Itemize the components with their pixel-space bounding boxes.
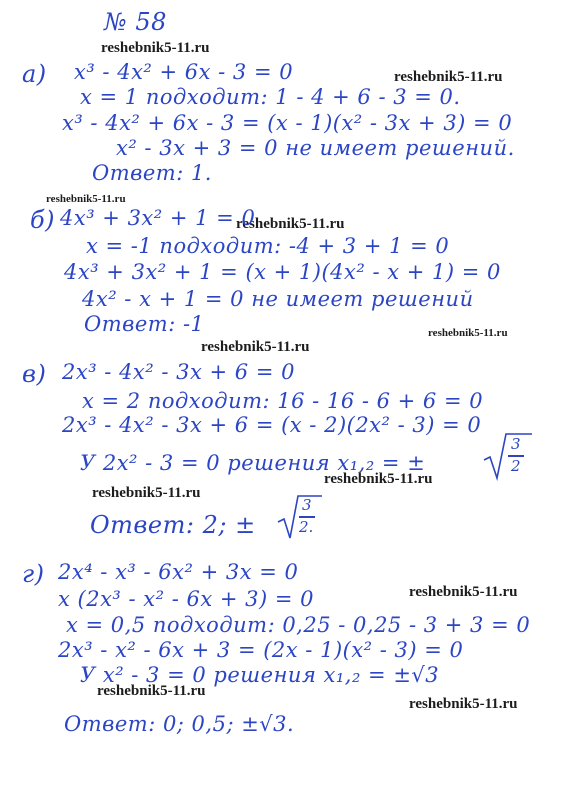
part-g-answer: Ответ: 0; 0,5; ±√3. [64,712,295,736]
part-g-factorization: 2x³ - x² - 6x + 3 = (2x - 1)(x² - 3) = 0 [58,638,464,662]
part-v-quadratic: У 2x² - 3 = 0 решения x₁,₂ = ± [80,451,426,475]
fraction-numerator: 3 [302,496,312,514]
part-b-label: б) [30,206,56,234]
watermark: reshebnik5-11.ru [394,69,503,85]
problem-number: № 58 [104,8,167,36]
fraction-denominator: 2 [511,457,521,475]
watermark: reshebnik5-11.ru [46,193,126,205]
watermark: reshebnik5-11.ru [409,584,518,600]
part-v-label: в) [22,360,47,388]
part-g-root: x = 0,5 подходит: 0,25 - 0,25 - 3 + 3 = 0 [66,613,531,637]
fraction-denominator: 2. [299,518,314,536]
watermark: reshebnik5-11.ru [201,339,310,355]
part-g-equation: 2x⁴ - x³ - 6x² + 3x = 0 [58,560,299,584]
part-b-equation: 4x³ + 3x² + 1 = 0 [60,206,256,230]
watermark: reshebnik5-11.ru [409,696,518,712]
part-g-factored: x (2x³ - x² - 6x + 3) = 0 [58,587,314,611]
watermark: reshebnik5-11.ru [92,485,201,501]
watermark: reshebnik5-11.ru [236,216,345,232]
part-a-root: x = 1 подходит: 1 - 4 + 6 - 3 = 0. [80,85,461,109]
part-v-answer: Ответ: 2; ± [90,511,256,539]
fraction-numerator: 3 [511,435,521,453]
part-v-factorization: 2x³ - 4x² - 3x + 6 = (x - 2)(2x² - 3) = 0 [62,413,482,437]
part-a-equation: x³ - 4x² + 6x - 3 = 0 [74,60,294,84]
part-b-factorization: 4x³ + 3x² + 1 = (x + 1)(4x² - x + 1) = 0 [64,260,501,284]
watermark: reshebnik5-11.ru [324,471,433,487]
part-a-quadratic: x² - 3x + 3 = 0 не имеет решений. [116,136,515,160]
part-g-quadratic: У x² - 3 = 0 решения x₁,₂ = ±√3 [80,663,440,687]
part-b-answer: Ответ: -1 [84,312,205,336]
watermark: reshebnik5-11.ru [428,327,508,339]
part-b-quadratic: 4x² - x + 1 = 0 не имеет решений [82,287,474,311]
part-b-root: x = -1 подходит: -4 + 3 + 1 = 0 [86,234,450,258]
watermark: reshebnik5-11.ru [101,40,210,56]
part-g-label: г) [22,560,45,588]
part-a-factorization: x³ - 4x² + 6x - 3 = (x - 1)(x² - 3x + 3) = 0 [62,111,513,135]
watermark: reshebnik5-11.ru [97,683,206,699]
part-a-answer: Ответ: 1. [92,161,212,185]
part-a-label: а) [22,60,47,88]
part-v-root: x = 2 подходит: 16 - 16 - 6 + 6 = 0 [82,389,484,413]
square-root-sign [484,432,534,482]
part-v-equation: 2x³ - 4x² - 3x + 6 = 0 [62,360,295,384]
